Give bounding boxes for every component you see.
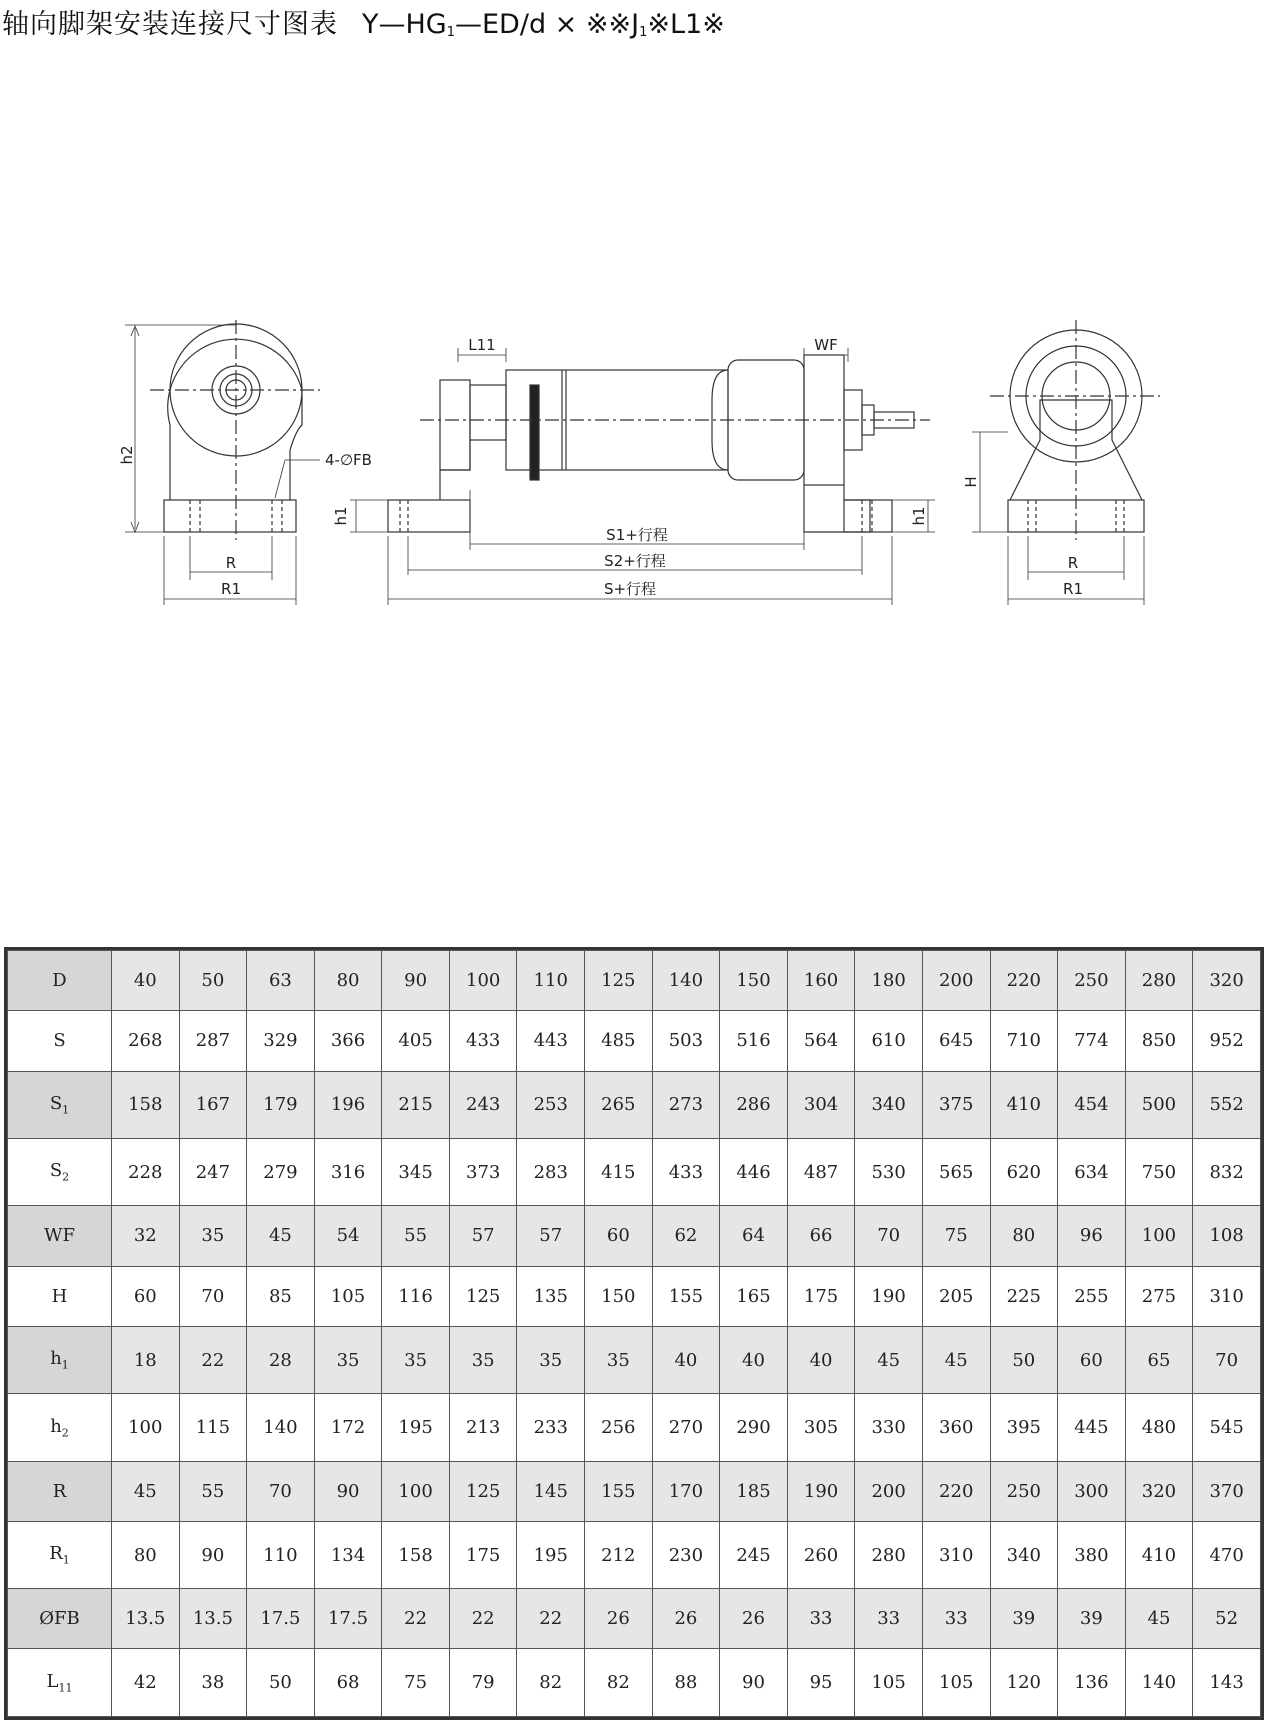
table-cell: 26: [652, 1589, 720, 1649]
label-l11: L11: [468, 336, 496, 354]
table-cell: 60: [1058, 1326, 1126, 1393]
row-header: [8, 1589, 112, 1649]
table-cell: 90: [382, 951, 450, 1011]
table-cell: 220: [990, 951, 1058, 1011]
table-cell: 212: [585, 1521, 653, 1588]
table-cell: 155: [585, 1461, 653, 1521]
table-cell: 115: [179, 1394, 247, 1461]
table-cell: 243: [449, 1071, 517, 1138]
table-cell: 13.5: [112, 1589, 180, 1649]
table-cell: 45: [112, 1461, 180, 1521]
table-cell: 395: [990, 1394, 1058, 1461]
table-cell: 35: [382, 1326, 450, 1393]
row-header: [8, 1011, 112, 1071]
table-row: [8, 1461, 1261, 1521]
label-r1-left: R1: [221, 580, 241, 598]
table-cell: 75: [382, 1649, 450, 1717]
table-cell: 100: [382, 1461, 450, 1521]
table-cell: 340: [990, 1521, 1058, 1588]
table-cell: 90: [179, 1521, 247, 1588]
table-cell: 22: [382, 1589, 450, 1649]
table-cell: 90: [314, 1461, 382, 1521]
table-cell: 80: [314, 951, 382, 1011]
right-end-view: [972, 320, 1160, 605]
table-cell: 279: [247, 1138, 315, 1205]
table-cell: 39: [990, 1589, 1058, 1649]
table-cell: 205: [922, 1266, 990, 1326]
table-cell: 160: [787, 951, 855, 1011]
table-cell: 952: [1193, 1011, 1261, 1071]
row-header-subscript: 2: [62, 1170, 70, 1184]
table-cell: 265: [585, 1071, 653, 1138]
row-header-label: h: [50, 1415, 62, 1437]
table-cell: 42: [112, 1649, 180, 1717]
table-cell: 233: [517, 1394, 585, 1461]
table-cell: 774: [1058, 1011, 1126, 1071]
label-h1-side-left: h1: [332, 506, 350, 526]
table-cell: 108: [1193, 1206, 1261, 1266]
table-cell: 110: [247, 1521, 315, 1588]
table-cell: 256: [585, 1394, 653, 1461]
table-cell: 63: [247, 951, 315, 1011]
table-cell: 110: [517, 951, 585, 1011]
table-cell: 250: [1058, 951, 1126, 1011]
table-cell: 145: [517, 1461, 585, 1521]
table-cell: 65: [1125, 1326, 1193, 1393]
table-cell: 230: [652, 1521, 720, 1588]
table-row: [8, 1326, 1261, 1393]
label-s: S+行程: [603, 580, 657, 598]
table-cell: 90: [720, 1649, 788, 1717]
table-cell: 143: [1193, 1649, 1261, 1717]
table-cell: 280: [855, 1521, 923, 1588]
table-cell: 57: [449, 1206, 517, 1266]
table-cell: 195: [382, 1394, 450, 1461]
table-cell: 32: [112, 1206, 180, 1266]
table-cell: 33: [922, 1589, 990, 1649]
table-cell: 454: [1058, 1071, 1126, 1138]
table-cell: 380: [1058, 1521, 1126, 1588]
table-cell: 286: [720, 1071, 788, 1138]
table-cell: 35: [517, 1326, 585, 1393]
table-cell: 50: [990, 1326, 1058, 1393]
model-code: $Y—HG_1—ED/d$ × $※※J_1※L1※$: [362, 9, 725, 40]
table-cell: 330: [855, 1394, 923, 1461]
table-cell: 22: [179, 1326, 247, 1393]
table-cell: 64: [720, 1206, 788, 1266]
table-cell: 28: [247, 1326, 315, 1393]
row-header: [8, 1071, 112, 1138]
table-cell: 105: [314, 1266, 382, 1326]
table-cell: 487: [787, 1138, 855, 1205]
table-cell: 125: [449, 1266, 517, 1326]
table-row: [8, 1521, 1261, 1588]
row-header-label: ØFB: [39, 1608, 80, 1630]
table-row: [8, 1011, 1261, 1071]
label-h: H: [962, 476, 980, 488]
table-cell: 290: [720, 1394, 788, 1461]
table-cell: 245: [720, 1521, 788, 1588]
table-cell: 270: [652, 1394, 720, 1461]
table-cell: 610: [855, 1011, 923, 1071]
table-cell: 283: [517, 1138, 585, 1205]
table-cell: 40: [787, 1326, 855, 1393]
row-header-label: R: [52, 1480, 67, 1502]
table-cell: 55: [179, 1461, 247, 1521]
table-cell: 310: [1193, 1266, 1261, 1326]
table-cell: 228: [112, 1138, 180, 1205]
table-cell: 410: [990, 1071, 1058, 1138]
table-row: [8, 951, 1261, 1011]
table-cell: 140: [247, 1394, 315, 1461]
table-cell: 22: [517, 1589, 585, 1649]
table-cell: 750: [1125, 1138, 1193, 1205]
table-cell: 545: [1193, 1394, 1261, 1461]
label-r-left: R: [225, 554, 237, 572]
table-cell: 175: [449, 1521, 517, 1588]
table-cell: 70: [855, 1206, 923, 1266]
table-cell: 373: [449, 1138, 517, 1205]
row-header: [8, 1266, 112, 1326]
table-cell: 196: [314, 1071, 382, 1138]
table-cell: 150: [720, 951, 788, 1011]
table-cell: 172: [314, 1394, 382, 1461]
table-cell: 158: [382, 1521, 450, 1588]
table-cell: 190: [787, 1461, 855, 1521]
table-cell: 85: [247, 1266, 315, 1326]
table-cell: 150: [585, 1266, 653, 1326]
label-s1: S1+行程: [606, 526, 668, 544]
table-cell: 35: [179, 1206, 247, 1266]
dimension-table-wrap: [4, 947, 1264, 1720]
row-header-label: R: [49, 1543, 63, 1565]
table-cell: 17.5: [314, 1589, 382, 1649]
dimension-table-body: [8, 951, 1261, 1717]
table-cell: 82: [517, 1649, 585, 1717]
cylinder-drawing-svg: [0, 300, 1270, 630]
table-cell: 45: [922, 1326, 990, 1393]
table-cell: 70: [247, 1461, 315, 1521]
table-cell: 68: [314, 1649, 382, 1717]
label-fb: 4-∅FB: [325, 451, 372, 469]
table-cell: 100: [1125, 1206, 1193, 1266]
table-cell: 105: [922, 1649, 990, 1717]
row-header-label: S: [53, 1030, 66, 1052]
table-cell: 82: [585, 1649, 653, 1717]
row-header: [8, 1326, 112, 1393]
row-header: [8, 951, 112, 1011]
table-cell: 167: [179, 1071, 247, 1138]
table-cell: 17.5: [247, 1589, 315, 1649]
table-cell: 45: [855, 1326, 923, 1393]
table-cell: 116: [382, 1266, 450, 1326]
table-cell: 710: [990, 1011, 1058, 1071]
table-cell: 433: [449, 1011, 517, 1071]
table-cell: 62: [652, 1206, 720, 1266]
row-header-subscript: 1: [61, 1358, 69, 1372]
table-cell: 225: [990, 1266, 1058, 1326]
row-header-label: S: [49, 1092, 63, 1114]
table-cell: 60: [112, 1266, 180, 1326]
table-cell: 300: [1058, 1461, 1126, 1521]
table-cell: 273: [652, 1071, 720, 1138]
row-header: [8, 1138, 112, 1205]
row-header-label: H: [51, 1285, 68, 1307]
label-h1-side-right: h1: [910, 506, 928, 526]
row-header-subscript: 1: [62, 1103, 70, 1117]
table-cell: 105: [855, 1649, 923, 1717]
table-cell: 200: [855, 1461, 923, 1521]
table-cell: 620: [990, 1138, 1058, 1205]
table-cell: 310: [922, 1521, 990, 1588]
table-cell: 565: [922, 1138, 990, 1205]
table-cell: 165: [720, 1266, 788, 1326]
table-cell: 213: [449, 1394, 517, 1461]
table-cell: 275: [1125, 1266, 1193, 1326]
table-cell: 370: [1193, 1461, 1261, 1521]
table-cell: 70: [179, 1266, 247, 1326]
table-cell: 45: [247, 1206, 315, 1266]
table-cell: 88: [652, 1649, 720, 1717]
table-cell: 45: [1125, 1589, 1193, 1649]
table-cell: 445: [1058, 1394, 1126, 1461]
table-cell: 66: [787, 1206, 855, 1266]
table-cell: 516: [720, 1011, 788, 1071]
table-cell: 634: [1058, 1138, 1126, 1205]
table-cell: 360: [922, 1394, 990, 1461]
row-header: [8, 1649, 112, 1717]
table-row: [8, 1266, 1261, 1326]
table-row: [8, 1394, 1261, 1461]
table-row: [8, 1206, 1261, 1266]
table-cell: 100: [112, 1394, 180, 1461]
table-cell: 190: [855, 1266, 923, 1326]
table-cell: 155: [652, 1266, 720, 1326]
table-cell: 95: [787, 1649, 855, 1717]
row-header: [8, 1521, 112, 1588]
table-cell: 433: [652, 1138, 720, 1205]
table-cell: 100: [449, 951, 517, 1011]
table-cell: 268: [112, 1011, 180, 1071]
table-cell: 500: [1125, 1071, 1193, 1138]
row-header: [8, 1394, 112, 1461]
table-cell: 26: [585, 1589, 653, 1649]
table-cell: 38: [179, 1649, 247, 1717]
table-cell: 70: [1193, 1326, 1261, 1393]
table-cell: 55: [382, 1206, 450, 1266]
table-cell: 260: [787, 1521, 855, 1588]
table-cell: 33: [855, 1589, 923, 1649]
title-text: 轴向脚架安装连接尺寸图表: [2, 9, 338, 40]
table-cell: 320: [1193, 951, 1261, 1011]
table-cell: 850: [1125, 1011, 1193, 1071]
table-cell: 50: [247, 1649, 315, 1717]
table-cell: 120: [990, 1649, 1058, 1717]
row-header-subscript: 2: [61, 1426, 69, 1440]
table-cell: 530: [855, 1138, 923, 1205]
row-header-subscript: 11: [58, 1681, 73, 1695]
table-row: [8, 1589, 1261, 1649]
table-cell: 185: [720, 1461, 788, 1521]
table-cell: 316: [314, 1138, 382, 1205]
technical-drawing: [0, 300, 1270, 630]
table-row: [8, 1138, 1261, 1205]
table-cell: 564: [787, 1011, 855, 1071]
row-header-label: WF: [44, 1225, 75, 1247]
table-cell: 410: [1125, 1521, 1193, 1588]
table-cell: 405: [382, 1011, 450, 1071]
table-row: [8, 1649, 1261, 1717]
table-cell: 215: [382, 1071, 450, 1138]
table-cell: 140: [1125, 1649, 1193, 1717]
row-header-label: h: [50, 1348, 62, 1370]
table-cell: 35: [585, 1326, 653, 1393]
table-cell: 250: [990, 1461, 1058, 1521]
table-cell: 22: [449, 1589, 517, 1649]
table-cell: 415: [585, 1138, 653, 1205]
table-cell: 75: [922, 1206, 990, 1266]
table-cell: 180: [855, 951, 923, 1011]
table-row: [8, 1071, 1261, 1138]
table-cell: 832: [1193, 1138, 1261, 1205]
table-cell: 304: [787, 1071, 855, 1138]
table-cell: 375: [922, 1071, 990, 1138]
page-title: [2, 2, 725, 41]
table-cell: 480: [1125, 1394, 1193, 1461]
table-cell: 320: [1125, 1461, 1193, 1521]
table-cell: 135: [517, 1266, 585, 1326]
table-cell: 18: [112, 1326, 180, 1393]
table-cell: 80: [990, 1206, 1058, 1266]
table-cell: 503: [652, 1011, 720, 1071]
table-cell: 175: [787, 1266, 855, 1326]
table-cell: 40: [652, 1326, 720, 1393]
left-end-view: [125, 320, 320, 605]
label-s2: S2+行程: [604, 552, 666, 570]
table-cell: 80: [112, 1521, 180, 1588]
table-cell: 485: [585, 1011, 653, 1071]
table-cell: 340: [855, 1071, 923, 1138]
label-wf: WF: [814, 336, 838, 354]
table-cell: 329: [247, 1011, 315, 1071]
table-cell: 60: [585, 1206, 653, 1266]
table-cell: 645: [922, 1011, 990, 1071]
table-cell: 125: [585, 951, 653, 1011]
table-cell: 125: [449, 1461, 517, 1521]
table-cell: 179: [247, 1071, 315, 1138]
table-cell: 446: [720, 1138, 788, 1205]
row-header-label: S: [49, 1160, 63, 1182]
dimension-table: [7, 950, 1261, 1717]
table-cell: 13.5: [179, 1589, 247, 1649]
table-cell: 79: [449, 1649, 517, 1717]
table-cell: 287: [179, 1011, 247, 1071]
table-cell: 52: [1193, 1589, 1261, 1649]
row-header: [8, 1206, 112, 1266]
row-header-label: D: [52, 970, 67, 992]
row-header: [8, 1461, 112, 1521]
table-cell: 40: [112, 951, 180, 1011]
table-cell: 195: [517, 1521, 585, 1588]
table-cell: 345: [382, 1138, 450, 1205]
table-cell: 247: [179, 1138, 247, 1205]
table-cell: 134: [314, 1521, 382, 1588]
table-cell: 220: [922, 1461, 990, 1521]
table-cell: 158: [112, 1071, 180, 1138]
table-cell: 280: [1125, 951, 1193, 1011]
table-cell: 35: [314, 1326, 382, 1393]
table-cell: 54: [314, 1206, 382, 1266]
table-cell: 33: [787, 1589, 855, 1649]
table-cell: 170: [652, 1461, 720, 1521]
label-h2: h2: [118, 445, 136, 465]
row-header-label: L: [46, 1670, 59, 1692]
table-cell: 136: [1058, 1649, 1126, 1717]
table-cell: 470: [1193, 1521, 1261, 1588]
table-cell: 140: [652, 951, 720, 1011]
label-r-right: R: [1067, 554, 1079, 572]
table-cell: 366: [314, 1011, 382, 1071]
table-cell: 26: [720, 1589, 788, 1649]
row-header-subscript: 1: [62, 1553, 70, 1567]
table-cell: 443: [517, 1011, 585, 1071]
table-cell: 253: [517, 1071, 585, 1138]
table-cell: 96: [1058, 1206, 1126, 1266]
table-cell: 305: [787, 1394, 855, 1461]
table-cell: 40: [720, 1326, 788, 1393]
table-cell: 35: [449, 1326, 517, 1393]
table-cell: 255: [1058, 1266, 1126, 1326]
table-cell: 552: [1193, 1071, 1261, 1138]
table-cell: 39: [1058, 1589, 1126, 1649]
table-cell: 50: [179, 951, 247, 1011]
table-cell: 200: [922, 951, 990, 1011]
table-cell: 57: [517, 1206, 585, 1266]
label-r1-right: R1: [1063, 580, 1083, 598]
